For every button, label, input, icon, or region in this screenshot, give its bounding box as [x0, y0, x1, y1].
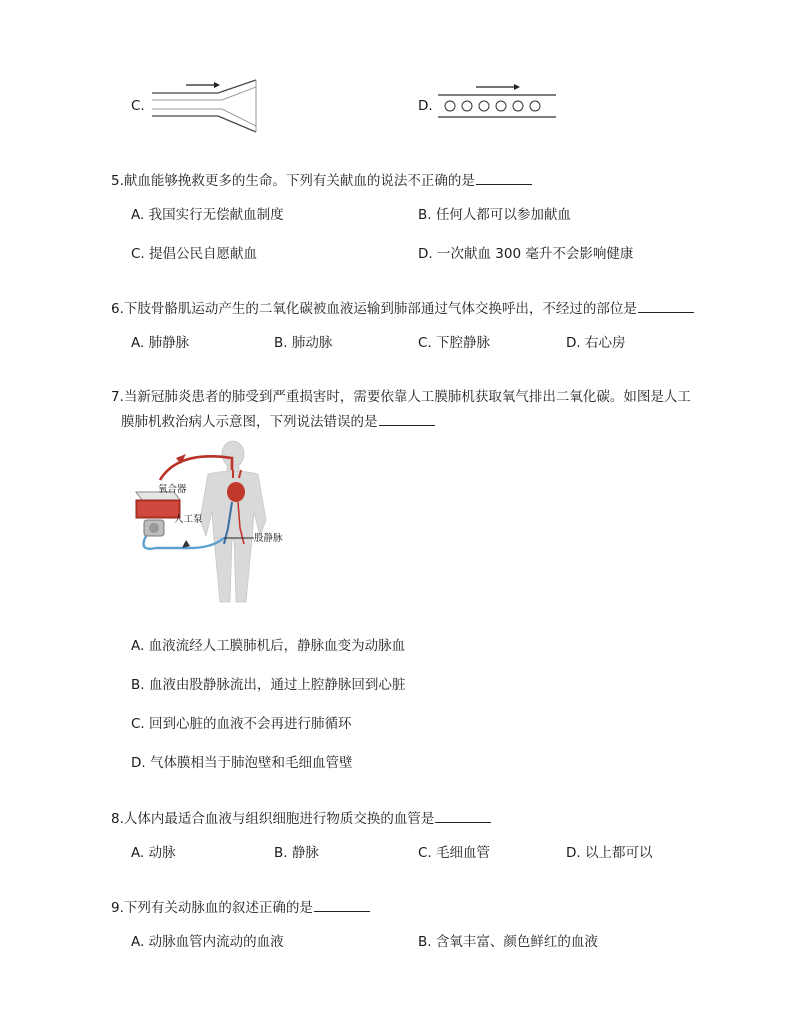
option-c[interactable]: C. 回到心脏的血液不会再进行肺循环: [131, 716, 352, 732]
option-d[interactable]: D. 右心房: [566, 335, 626, 351]
option-c[interactable]: C. 毛细血管: [418, 845, 491, 861]
heart-shape: [227, 482, 245, 502]
answer-blank: [476, 170, 532, 185]
answer-blank: [638, 298, 694, 313]
question-7-line2: [121, 411, 435, 432]
question-number: 8.: [111, 811, 124, 827]
pump-label: 人工泵: [174, 514, 203, 525]
question-6: [111, 298, 694, 319]
oxygenator-label: 氧合器: [158, 484, 187, 495]
question-7-line1: [111, 387, 691, 407]
ecmo-figure: [128, 440, 298, 608]
question-8: [111, 808, 491, 829]
option-c-label: C.: [131, 98, 145, 114]
option-a[interactable]: A. 动脉: [131, 845, 176, 861]
option-b[interactable]: B. 血液由股静脉流出，通过上腔静脉回到心脏: [131, 677, 406, 693]
question-text: 下肢骨骼肌运动产生的二氧化碳被血液运输到肺部通过气体交换呼出，不经过的部位是: [123, 301, 637, 317]
option-b[interactable]: B. 任何人都可以参加献血: [418, 207, 571, 223]
question-number: 5.: [111, 173, 124, 189]
option-b[interactable]: B. 静脉: [274, 845, 319, 861]
branching-vessel-figure: [148, 78, 266, 134]
question-text: 膜肺机救治病人示意图，下列说法错误的是: [121, 414, 378, 430]
capillary-figure: [436, 82, 558, 122]
question-5: [111, 170, 532, 191]
question-9: [111, 897, 370, 918]
option-a[interactable]: A. 血液流经人工膜肺机后，静脉血变为动脉血: [131, 638, 406, 654]
option-d[interactable]: D. 气体膜相当于肺泡壁和毛细血管壁: [131, 755, 353, 771]
answer-blank: [435, 808, 491, 823]
option-d[interactable]: D. 以上都可以: [566, 845, 653, 861]
question-text: 献血能够挽救更多的生命。下列有关献血的说法不正确的是: [123, 173, 475, 189]
pump-device: [144, 520, 164, 536]
option-b[interactable]: B. 含氧丰富、颜色鲜红的血液: [418, 934, 598, 950]
femoral-vein-label: 股静脉: [254, 533, 283, 544]
option-d[interactable]: D. 一次献血 300 毫升不会影响健康: [418, 246, 634, 262]
answer-blank: [379, 411, 435, 426]
option-a[interactable]: A. 我国实行无偿献血制度: [131, 207, 284, 223]
option-b[interactable]: B. 肺动脉: [274, 335, 333, 351]
question-number: 7.: [111, 389, 124, 405]
option-c[interactable]: C. 提倡公民自愿献血: [131, 246, 258, 262]
option-a[interactable]: A. 肺静脉: [131, 335, 190, 351]
question-number: 6.: [111, 301, 124, 317]
option-c[interactable]: C. 下腔静脉: [418, 335, 491, 351]
option-d-label: D.: [418, 98, 433, 114]
option-a[interactable]: A. 动脉血管内流动的血液: [131, 934, 284, 950]
answer-blank: [314, 897, 370, 912]
question-text: 下列有关动脉血的叙述正确的是: [123, 900, 313, 916]
question-text: 当新冠肺炎患者的肺受到严重损害时，需要依靠人工膜肺机获取氧气排出二氧化碳。如图是人工: [123, 389, 691, 405]
question-text: 人体内最适合血液与组织细胞进行物质交换的血管是: [123, 811, 435, 827]
question-number: 9.: [111, 900, 124, 916]
